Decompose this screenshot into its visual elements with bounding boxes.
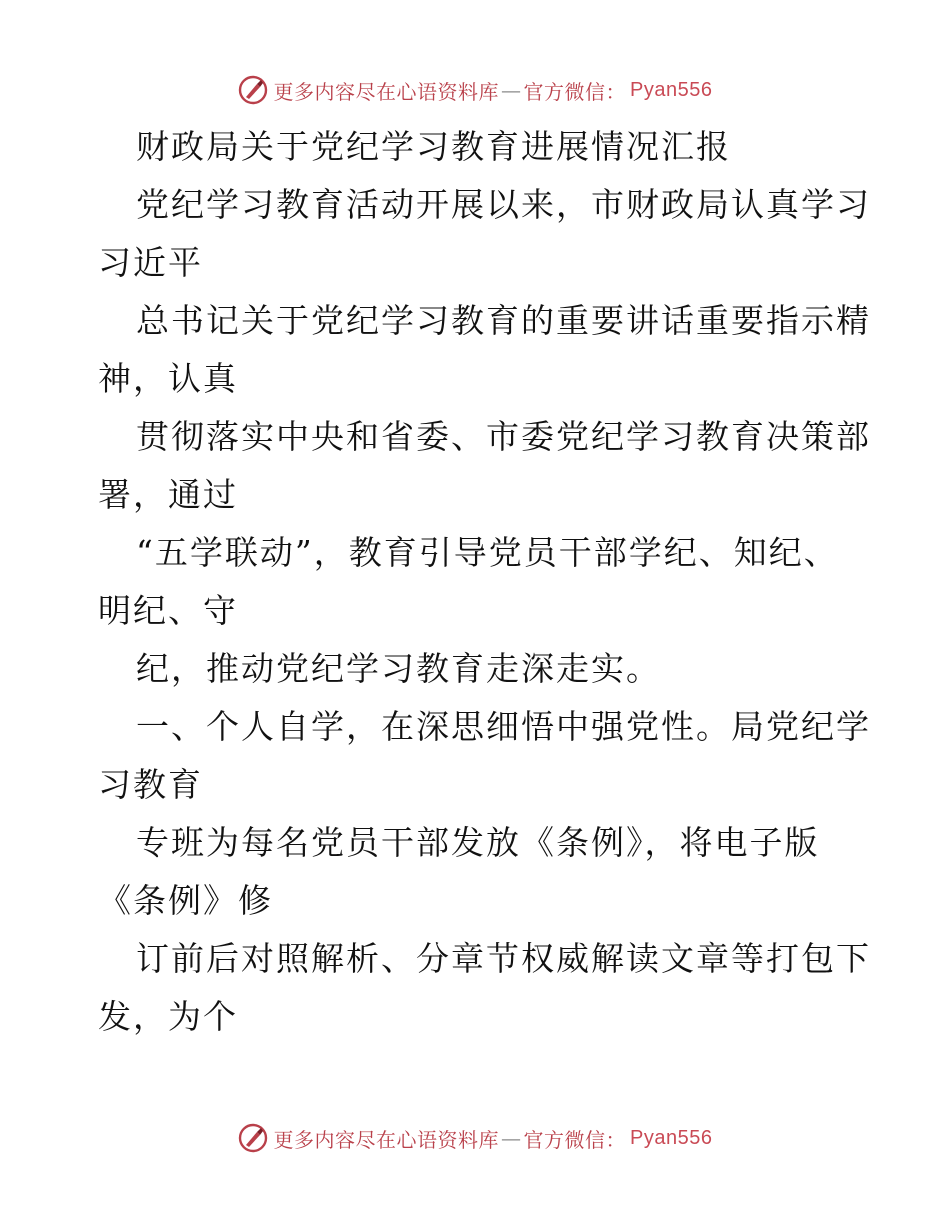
text-line: 神，认真 — [98, 359, 238, 398]
section-heading-line: 一、个人自学，在深思细悟中强党性。局党纪学 — [136, 707, 871, 746]
text-line: “五学联动”，教育引导党员干部学纪、知纪、 — [136, 533, 839, 572]
text-line: 订前后对照解析、分章节权威解读文章等打包下 — [136, 939, 871, 978]
banner-colon: ： — [605, 79, 627, 104]
text-line: 党纪学习教育活动开展以来，市财政局认真学习 — [136, 185, 871, 224]
text-line: 习近平 — [98, 243, 203, 282]
text-line: 习教育 — [98, 765, 203, 804]
banner-wechat-label: 官方微信 — [523, 79, 606, 104]
banner-colon: ： — [605, 1127, 627, 1152]
banner-wechat-id: Pyan556 — [630, 1126, 713, 1149]
banner-wechat-label: 官方微信 — [523, 1127, 606, 1152]
banner-site-name: 更多内容尽在心语资料库 — [273, 79, 500, 104]
banner-wechat-id: Pyan556 — [630, 78, 713, 101]
text-line: 《条例》修 — [98, 881, 273, 920]
text-line: 明纪、守 — [98, 591, 238, 630]
text-line: 专班为每名党员干部发放《条例》，将电子版 — [136, 823, 820, 862]
header-watermark-banner — [0, 70, 950, 110]
pen-logo-icon — [238, 75, 268, 105]
footer-watermark-banner — [0, 1118, 950, 1158]
text-line: 贯彻落实中央和省委、市委党纪学习教育决策部 — [136, 417, 871, 456]
banner-dash: — — [501, 1126, 522, 1150]
text-line: 署，通过 — [98, 475, 238, 514]
document-body — [98, 118, 871, 1046]
text-line: 纪，推动党纪学习教育走深走实。 — [136, 649, 661, 688]
pen-logo-icon — [238, 1123, 268, 1153]
text-line: 总书记关于党纪学习教育的重要讲话重要指示精 — [136, 301, 871, 340]
banner-dash: — — [501, 78, 522, 102]
text-line: 发，为个 — [98, 997, 238, 1036]
banner-site-name: 更多内容尽在心语资料库 — [273, 1127, 500, 1152]
document-title: 财政局关于党纪学习教育进展情况汇报 — [136, 127, 731, 166]
